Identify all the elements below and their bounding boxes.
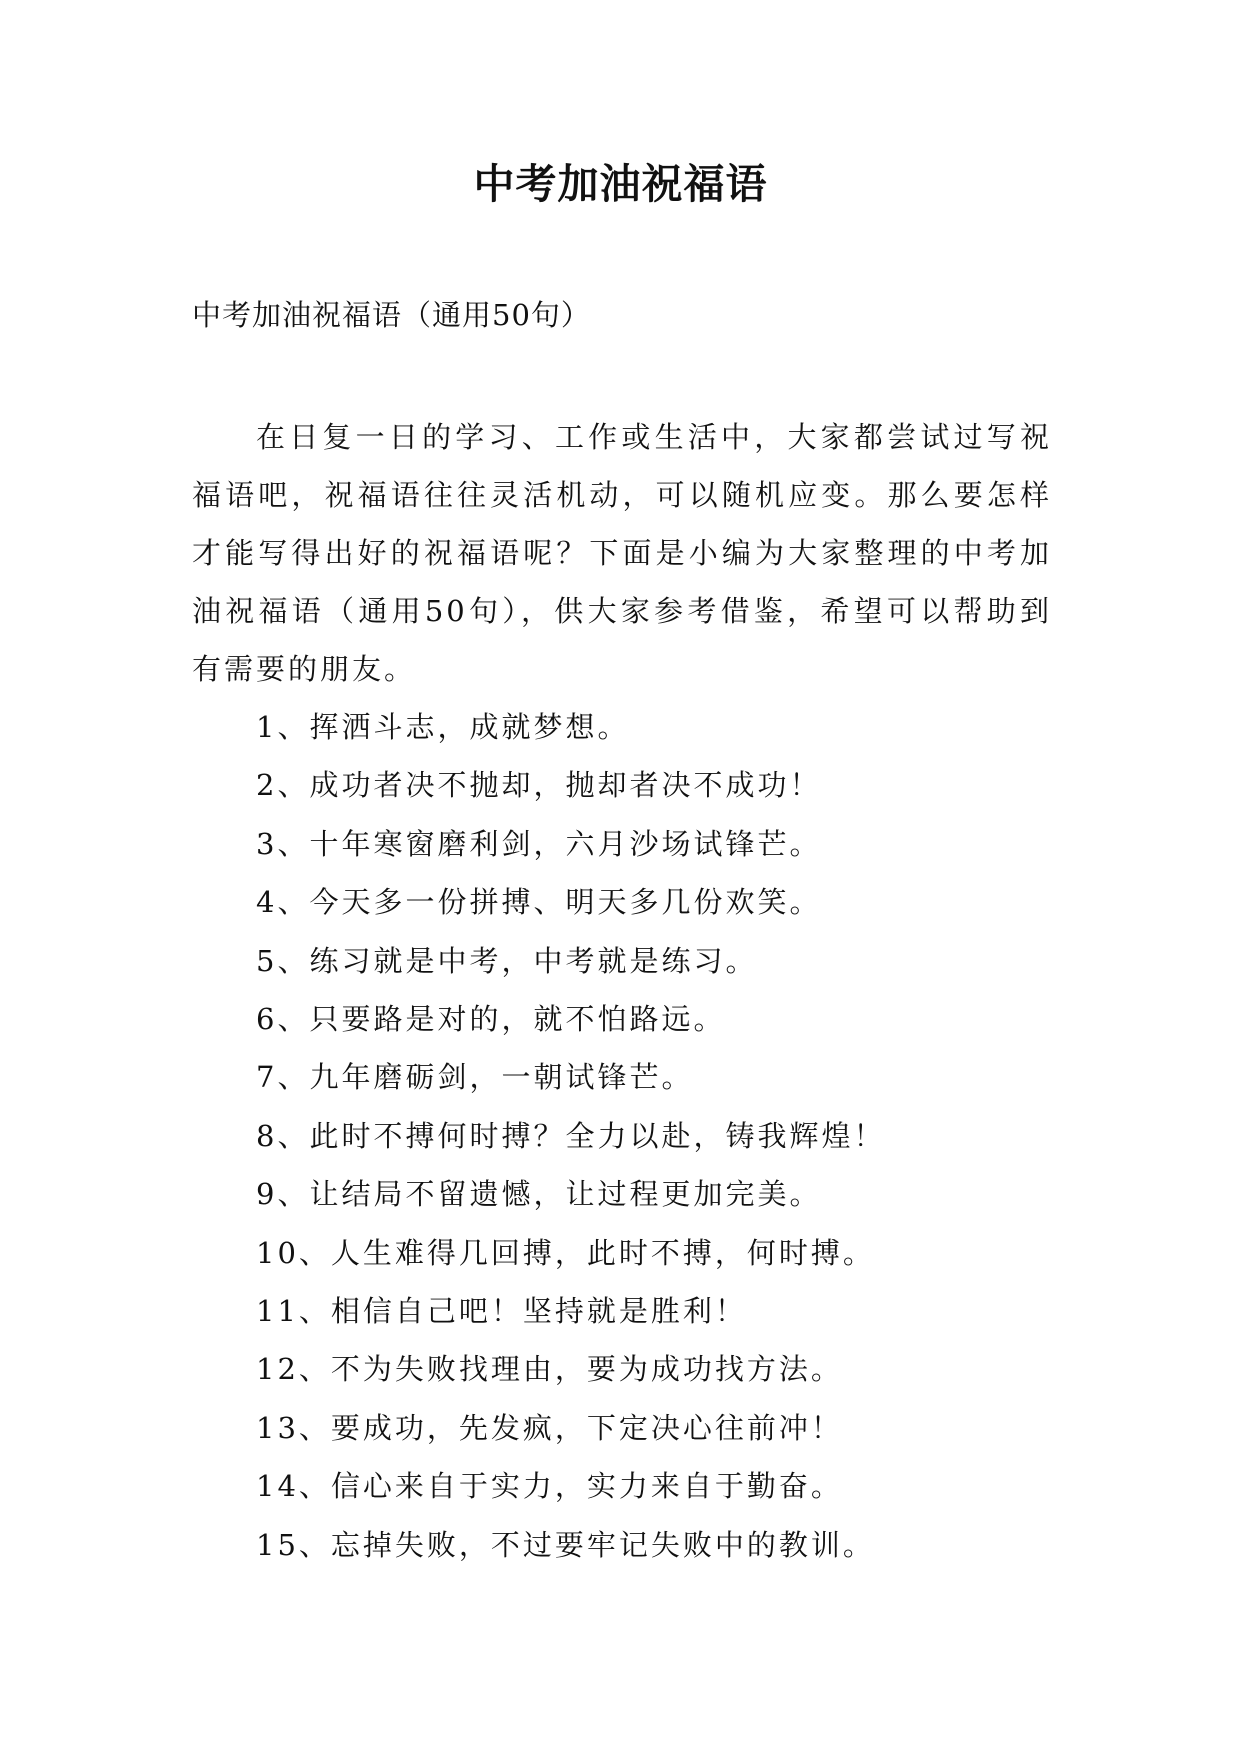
list-item: 5、练习就是中考，中考就是练习。 — [256, 943, 758, 978]
list-item: 1、挥洒斗志，成就梦想。 — [256, 710, 630, 744]
document-title: 中考加油祝福语 — [473, 160, 768, 208]
document-subtitle: 中考加油祝福语（通用50句） — [192, 298, 591, 332]
list-item: 10、人生难得几回搏，此时不搏，何时搏。 — [256, 1235, 875, 1270]
list-item: 9、让结局不留遗憾，让过程更加完美。 — [256, 1177, 822, 1212]
list-item: 13、要成功，先发疯，下定决心往前冲！ — [256, 1410, 843, 1445]
list-item: 12、不为失败找理由，要为成功找方法。 — [256, 1352, 843, 1387]
list-item: 6、只要路是对的，就不怕路远。 — [256, 1002, 726, 1037]
list-item: 2、成功者决不抛却，抛却者决不成功！ — [256, 768, 822, 803]
list-item: 3、十年寒窗磨利剑，六月沙场试锋芒。 — [256, 826, 822, 861]
list-item: 4、今天多一份拼搏、明天多几份欢笑。 — [256, 885, 822, 920]
list-item: 7、九年磨砺剑，一朝试锋芒。 — [256, 1060, 694, 1095]
intro-paragraph: 在日复一日的学习、工作或生活中，大家都尝试过写祝福语吧，祝福语往往灵活机动，可以随机应变。那么要怎样才能写得出好的祝福语呢？下面是小编为大家整理的中考加油祝福语（通用50句），供大家参考借鉴，希望可以帮助到有需要的朋友。 — [192, 420, 1052, 686]
list-item: 14、信心来自于实力，实力来自于勤奋。 — [256, 1469, 843, 1504]
list-item: 11、相信自己吧！坚持就是胜利！ — [256, 1294, 747, 1329]
blessing-list — [256, 698, 885, 1574]
list-item: 15、忘掉失败，不过要牢记失败中的教训。 — [256, 1527, 875, 1562]
list-item: 8、此时不搏何时搏？全力以赴，铸我辉煌！ — [256, 1118, 886, 1153]
